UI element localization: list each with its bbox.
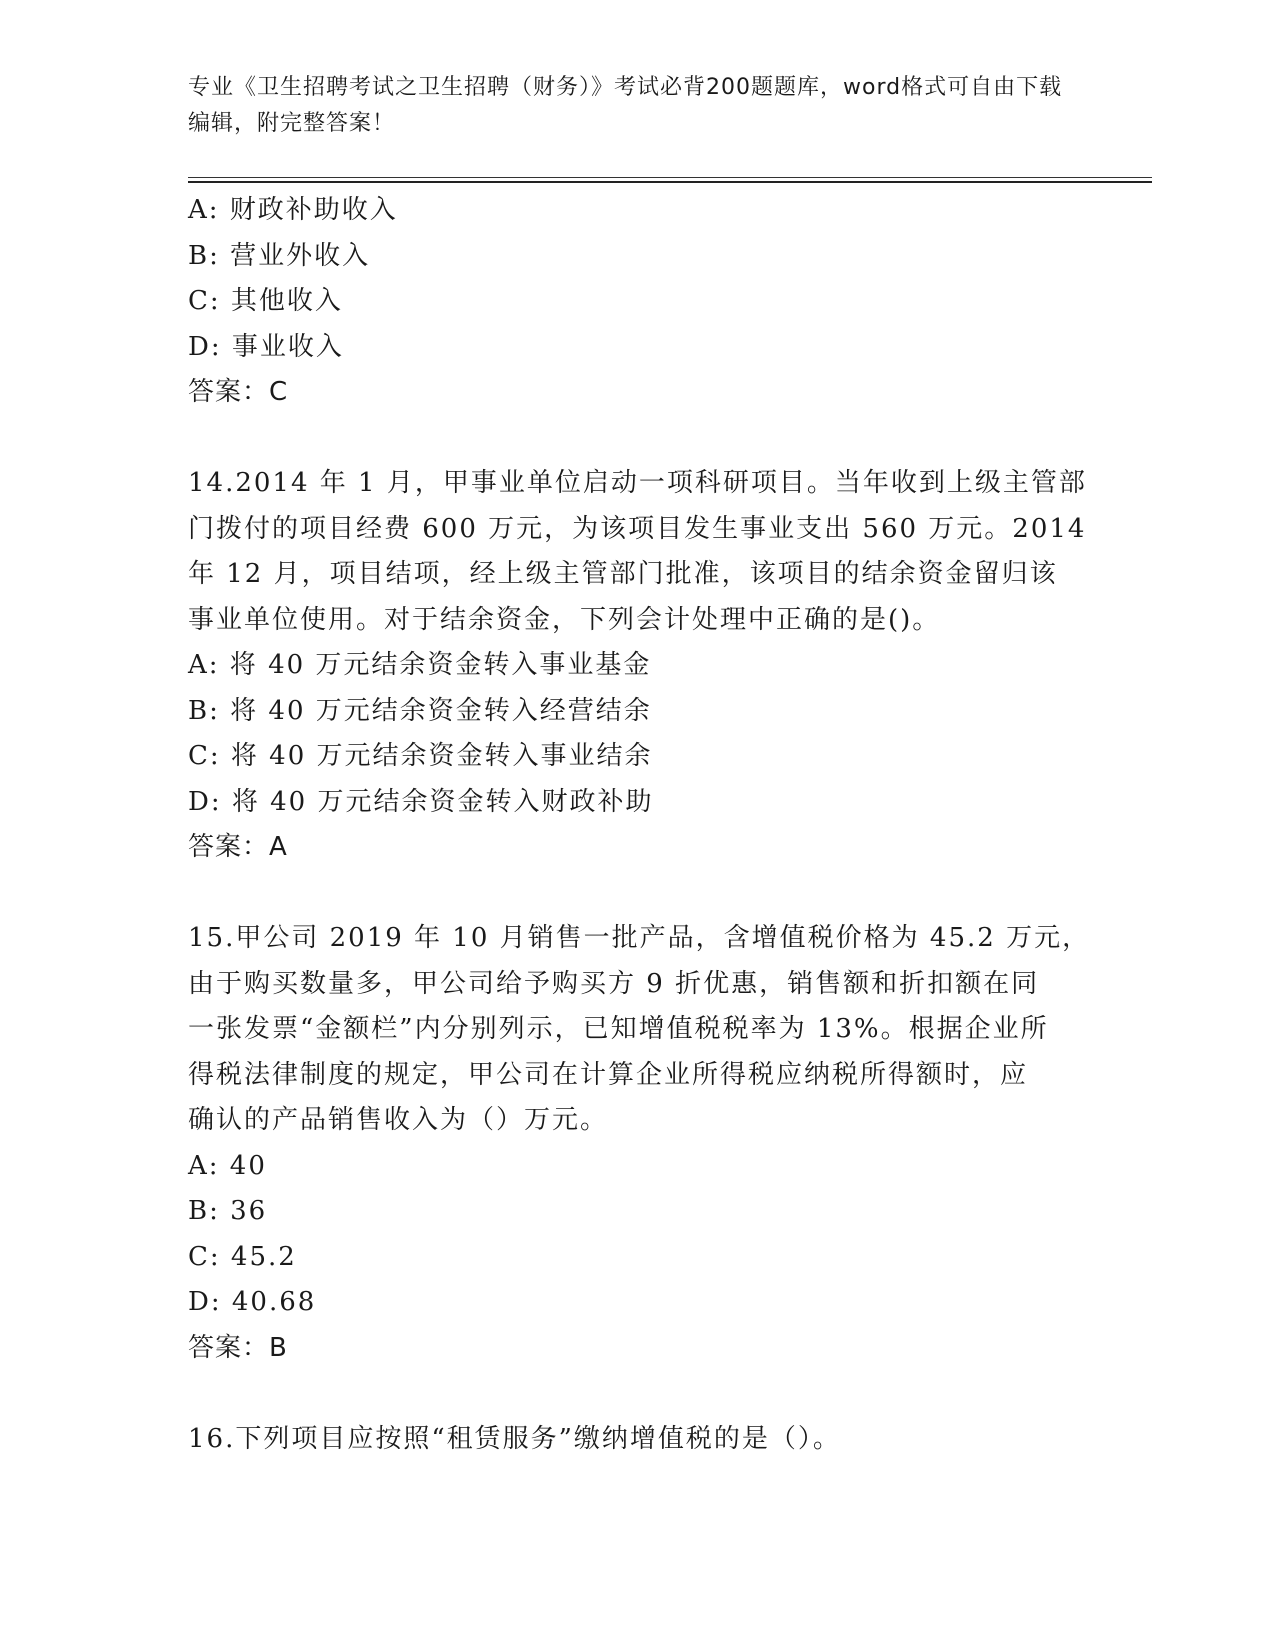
question-16 [188,1417,1088,1463]
option-b: B: 将 40 万元结余资金转入经营结余 [188,695,652,726]
option-d: D: 40.68 [188,1287,317,1317]
option-b: B: 营业外收入 [188,240,371,271]
header-rule-thin [188,177,1152,178]
option-c: C: 45.2 [188,1241,297,1272]
question-stem-line: 14.2014 年 1 月，甲事业单位启动一项科研项目。当年收到上级主管部 [188,468,1087,498]
spacer [188,871,1088,917]
option-c: C: 其他收入 [188,286,343,316]
option-d: D: 将 40 万元结余资金转入财政补助 [188,786,654,817]
question-13 [188,188,1088,416]
question-14 [188,461,1088,871]
spacer [188,1371,1088,1417]
option-a: A: 40 [188,1150,267,1181]
question-15 [188,916,1091,1371]
question-content [188,188,1091,1462]
question-stem-line: 得税法律制度的规定，甲公司在计算企业所得税应纳税所得额时，应 [188,1059,1029,1090]
header-rule-thick [188,181,1152,183]
document-header: 专业《卫生招聘考试之卫生招聘（财务）》考试必背200题题库，word格式可自由下载编辑，附完整答案！ [188,75,1063,136]
option-a: A: 将 40 万元结余资金转入事业基金 [188,650,652,680]
answer-label: 答案：B [188,1332,288,1363]
question-stem-line: 事业单位使用。对于结余资金，下列会计处理中正确的是()。 [188,604,941,635]
option-b: B: 36 [188,1196,268,1226]
option-d: D: 事业收入 [188,331,344,362]
question-stem-line: 15.甲公司 2019 年 10 月销售一批产品，含增值税价格为 45.2 万元， [188,923,1091,953]
answer-label: 答案：C [188,377,289,407]
option-a: A: 财政补助收入 [188,195,398,225]
question-stem-line: 年 12 月，项目结项，经上级主管部门批准，该项目的结余资金留归该 [188,559,1058,589]
answer-label: 答案：A [188,832,288,862]
question-stem-line: 门拨付的项目经费 600 万元，为该项目发生事业支出 560 万元。2014 [188,513,1087,544]
option-c: C: 将 40 万元结余资金转入事业结余 [188,741,653,771]
question-stem-line: 由于购买数量多，甲公司给予购买方 9 折优惠，销售额和折扣额在同 [188,968,1040,999]
question-stem-line: 确认的产品销售收入为（）万元。 [188,1105,609,1135]
question-stem-line: 一张发票“金额栏”内分别列示，已知增值税税率为 13%。根据企业所 [188,1014,1049,1044]
spacer [188,416,1088,462]
question-stem-line: 16.下列项目应按照“租赁服务”缴纳增值税的是（）。 [188,1423,841,1454]
